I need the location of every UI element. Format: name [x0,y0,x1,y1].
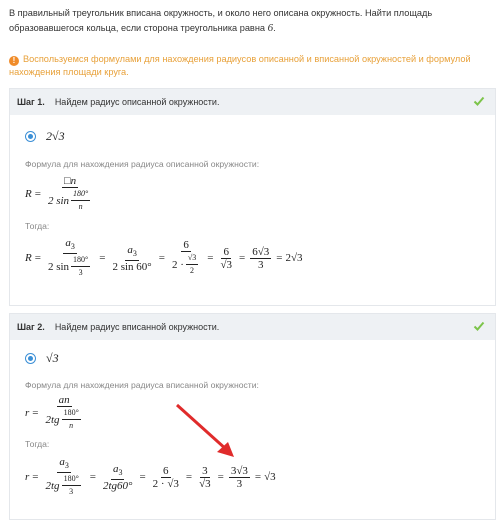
calc-two-dot: 2 · [171,258,184,271]
formula-lhs: R [25,188,32,200]
step-1-calculation: R = $a_3$ 2 sin $\frac{180^\circ}{3}$ = $\frac{a_3}{2 \sin 60^\circ}$ = 6 2 · $\frac{√3}{2}$ = $\frac{6}{√3}$ = $\frac{6√3}{3}$ = 2√3 [25,237,303,278]
step-1-title: Найдем радиус описанной окружности. [54,97,220,107]
step-1-formula: R = □n 2 sin $\frac{180^\circ}{n}$ [25,175,96,213]
calc2-den2: 2tg60° [102,479,133,492]
task-side-value: 6 [267,22,274,34]
step-1-then-caption: Тогда: [25,221,50,231]
calc-frac-4: $\frac{6}{√3}$ [220,245,233,271]
calc2-ang-num: 180° [62,473,81,486]
step-2-formula-caption: Формула для нахождения радиуса вписанной окружности: [25,380,259,390]
calc-root3: √3 [186,252,198,265]
calc2-frac-5: $\frac{3√3}{3}$ [230,464,248,490]
calc-two: 2 [190,266,195,276]
step-2-label: Шаг 2. [17,322,45,332]
hint-box [9,53,494,79]
calc2-six: 6 [163,464,169,477]
calc-ang-den: 3 [78,268,83,278]
calc-den2: 2 sin 60° [112,260,152,273]
calc-frac-5 [250,246,271,271]
exclamation-icon: ! [9,56,19,66]
calc-den1: 2 sin [47,260,70,273]
step-2-then-caption: Тогда: [25,439,50,449]
formula2-fraction [44,394,85,432]
calc2-root3: √3 [199,477,211,490]
step-1-formula-caption: Формула для нахождения радиуса описанной окружности: [25,159,260,169]
calc2-frac-1: $a_3$ 2tg $\frac{180^\circ}{3}$ [45,456,79,497]
calc2-frac-3 [151,465,181,490]
step-1-label: Шаг 1. [17,97,45,107]
calc-sixroot3: 6√3 [252,245,270,258]
formula2-numerator: an [58,394,70,406]
calc2-den1: 2tg [45,479,60,492]
calc-three: 3 [258,258,264,271]
step-1-header[interactable] [10,89,495,115]
calc2-two-dot-root3: 2 · √3 [152,477,179,490]
checkmark-icon [473,95,485,107]
formula2-angle-num: 180° [62,407,81,420]
calc2-frac-4 [197,465,213,490]
step-2-calculation: r = $a_3$ 2tg $\frac{180^\circ}{3}$ = $\frac{a_3}{2tg60^\circ}$ = $\frac{6}{2 \cdot √3}$ = $\frac{3}{√3}$ = $\frac{3√3}{3}$ = √3 [25,456,276,497]
step-2-header[interactable] [10,314,495,340]
calc2-result: √3 [264,471,276,484]
step-1-card [9,88,496,306]
calc2-lhs: r [25,471,30,484]
calc-a: a [65,237,71,249]
radio-selected-icon[interactable] [25,353,36,364]
checkmark-icon [473,320,485,332]
calc2-ang-den: 3 [69,487,74,497]
formula2-angle-den: n [69,421,74,430]
formula2-lhs: r [25,407,30,419]
calc-frac-1 [46,237,94,279]
task-period: . [273,23,276,33]
calc-result: 2√3 [285,252,303,265]
calc-lhs: R [25,252,32,265]
task-text [9,6,494,36]
formula-angle-den: n [78,202,83,211]
step-2-card [9,313,496,520]
task-statement: В правильный треугольник вписана окружность, и около него описана окружность. Найти площадь образовавшегося кольца, если сторона треугольника равна [9,8,433,33]
step-2-title: Найдем радиус вписанной окружности. [54,322,220,332]
calc-sub: 3 [70,242,75,252]
hint-text: Воспользуемся формулами для нахождения радиусов описанной и вписанной окружностей и формулой нахождения площади круга. [9,54,471,77]
step-1-answer[interactable] [25,129,65,144]
formula2-den-prefix: 2tg [45,413,60,426]
step-2-answer-value: √3 [46,351,59,365]
step-2-formula: r = an 2tg $\frac{180^\circ}{n}$ [25,394,87,432]
formula-angle-num: 180° [71,188,90,201]
formula-numerator: □n [64,175,77,187]
calc-frac-3 [170,239,202,277]
formula-den-prefix: 2 sin [47,194,70,207]
calc-six: 6 [183,239,189,252]
calc2-frac-2: $\frac{a_3}{2tg60^\circ}$ [102,462,133,492]
calc2-three: 3 [202,464,208,477]
calc2-threeroot3: 3√3 [230,464,248,477]
red-arrow-icon [172,402,242,462]
formula-fraction [46,175,94,213]
step-2-answer[interactable] [25,351,59,366]
calc-frac-2: $\frac{a_3}{2 \sin 60^\circ}$ [112,243,152,273]
calc-ang-num: 180° [71,254,90,267]
radio-selected-icon[interactable] [25,131,36,142]
step-1-answer-value: 2√3 [46,129,65,143]
